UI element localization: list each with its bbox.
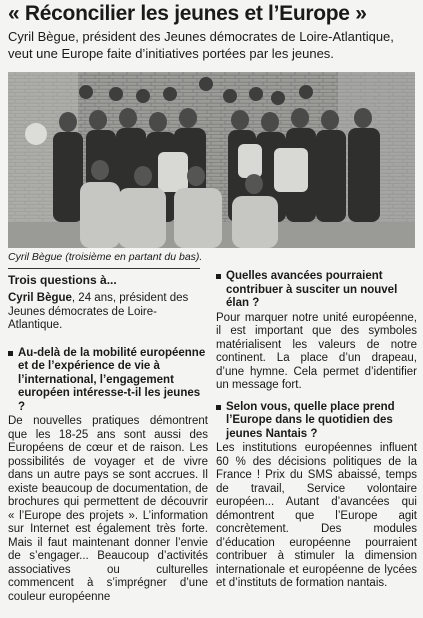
photo-caption: Cyril Bègue (troisième en partant du bas). xyxy=(8,251,203,263)
question-3: Selon vous, quelle place prend l’Europe dans le quotidien des jeunes Nantais ? xyxy=(216,401,417,442)
answer-2: Pour marquer notre unité européenne, il est important que des symboles matérialisent les valeurs de notre continent. La place d’un drapeau, d’une hymne. Cela permet d’identifier un message fort. xyxy=(216,311,417,391)
bio-name: Cyril Bègue xyxy=(8,292,72,304)
right-column xyxy=(216,270,417,599)
group-photo xyxy=(8,72,415,248)
answer-1: De nouvelles pratiques démontrent que les 18-25 ans sont aussi des Européens de cœur et de raison. Les possibilités de voyager et de vivre dans un autre pays se sont accrues. Il existe beaucoup de documentation, de brochures qui permettent de découvrir « l’Europe des projets ». L’information sur Internet est également très forte. Mais il faut maintenant donner l’envie de s’engager... Beaucoup d’activités associatives ou culturelles commencent à s’imprégner d’une couleur européenne xyxy=(8,415,208,603)
left-column xyxy=(8,268,208,612)
question-2: Quelles avancées pourraient contribuer à susciter un nouvel élan ? xyxy=(216,270,417,311)
article-headline: « Réconcilier les jeunes et l’Europe » xyxy=(8,2,367,25)
question-1: Au-delà de la mobilité européenne et de l’expérience de vie à l’international, l’engagement européen intéresse-t-il les jeunes ? xyxy=(8,347,208,415)
section-rule xyxy=(8,268,200,269)
section-title: Trois questions à... xyxy=(8,273,117,287)
article-lede: Cyril Bègue, président des Jeunes démocrates de Loire-Atlantique, veut une Europe faite d’initiatives portées par les jeunes. xyxy=(8,29,394,61)
bio xyxy=(8,292,208,333)
answer-3: Les institutions européennes influent 60 % des décisions politiques de la France ! Prix du SMS abaissé, temps de travail, Service volontaire européen... Autant d’avancées qui démontrent que l’Europe agit concrètement. Des modules d’éducation européenne pourraient contribuer à stimuler la dimension internationale et européenne de lycées et d’instituts de formation nantais. xyxy=(216,442,417,589)
bio-text: , 24 ans, président des Jeunes démocrates de Loire-Atlantique. xyxy=(8,292,189,331)
